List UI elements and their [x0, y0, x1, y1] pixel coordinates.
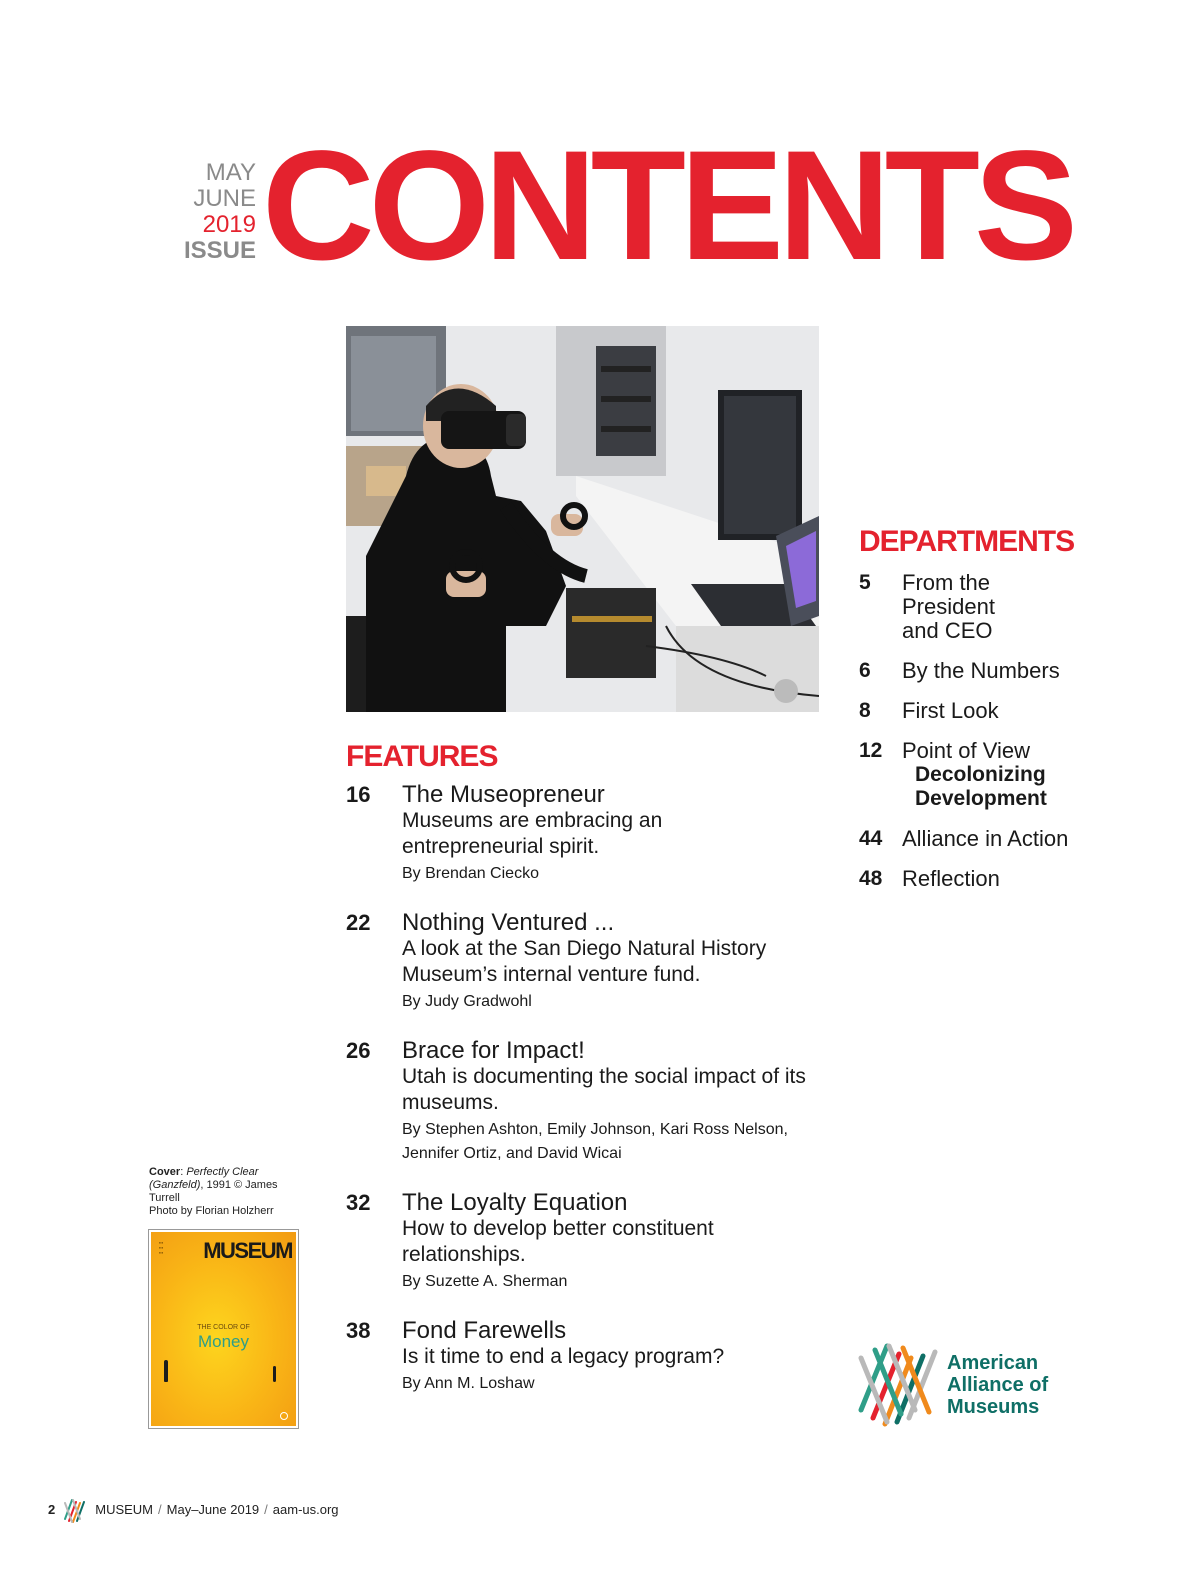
- feature-page-number: 16: [346, 782, 371, 807]
- cover-artwork-credit: , 1991 © James Turrell: [149, 1179, 278, 1204]
- footer-site-link[interactable]: aam-us.org: [272, 1502, 339, 1517]
- department-title: [902, 867, 1000, 891]
- feature-item[interactable]: [346, 1038, 806, 1166]
- vr-headset-photo: [346, 326, 819, 712]
- footer-separator: /: [158, 1502, 162, 1517]
- footer-magazine: MUSEUM: [95, 1502, 154, 1517]
- cover-caption: [149, 1166, 299, 1218]
- footer-aam-icon: [63, 1497, 89, 1523]
- department-title-line: Reflection: [902, 866, 1000, 891]
- department-subtitle-line: Development: [915, 787, 1047, 810]
- feature-byline: By Judy Gradwohl: [402, 993, 532, 1010]
- feature-byline: By Suzette A. Sherman: [402, 1273, 568, 1290]
- feature-description: How to develop better constituent relationships.: [402, 1217, 714, 1266]
- issue-date: [150, 160, 256, 264]
- feature-page-number: 38: [346, 1318, 371, 1343]
- feature-page-number: 26: [346, 1038, 371, 1063]
- cover-caption-label: Cover: [149, 1166, 181, 1178]
- footer-issue: May–June 2019: [166, 1502, 260, 1517]
- department-title-line: First Look: [902, 698, 999, 723]
- cover-caption-colon: :: [180, 1166, 187, 1178]
- department-item[interactable]: [859, 827, 1099, 851]
- cover-subtitle-small: THE COLOR OF: [197, 1324, 250, 1331]
- department-title-line: Point of View: [902, 738, 1031, 763]
- cover-artwork-title: Perfectly Clear (Ganzfeld): [149, 1166, 259, 1191]
- feature-byline: By Stephen Ashton, Emily Johnson, Kari Ross Nelson, Jennifer Ortiz, and David Wicai: [402, 1121, 788, 1162]
- department-subtitle: [915, 763, 1047, 811]
- department-page-number: 12: [859, 739, 883, 762]
- cover-figure-right: [273, 1366, 276, 1382]
- feature-description: Museums are embracing an entrepreneurial spirit.: [402, 809, 663, 858]
- feature-byline: By Brendan Ciecko: [402, 865, 539, 882]
- department-title: [902, 571, 995, 643]
- department-item[interactable]: [859, 659, 1099, 683]
- department-page-number: 5: [859, 571, 871, 594]
- feature-description: A look at the San Diego Natural History Museum’s internal venture fund.: [402, 937, 767, 986]
- cover-art: [151, 1232, 296, 1426]
- department-title-line: By the Numbers: [902, 658, 1060, 683]
- feature-title: Nothing Ventured ...: [402, 909, 615, 936]
- features-section: [346, 740, 806, 1420]
- department-item[interactable]: [859, 699, 1099, 723]
- department-page-number: 8: [859, 699, 871, 722]
- departments-heading: DEPARTMENTS: [859, 525, 1075, 558]
- department-title: [902, 699, 999, 723]
- department-subtitle-line: Decolonizing: [915, 763, 1046, 786]
- feature-item[interactable]: [346, 910, 806, 1014]
- feature-description: Is it time to end a legacy program?: [402, 1345, 725, 1368]
- issue-year: 2019: [202, 211, 256, 238]
- feature-item[interactable]: [346, 1190, 806, 1294]
- feature-title: Fond Farewells: [402, 1317, 567, 1344]
- feature-title: Brace for Impact!: [402, 1037, 585, 1064]
- feature-item[interactable]: [346, 1318, 806, 1396]
- features-heading: FEATURES: [346, 740, 498, 773]
- feature-description: Utah is documenting the social impact of its museums.: [402, 1065, 806, 1114]
- vr-photo-illustration: [346, 326, 819, 712]
- aam-logo-line: Alliance of: [947, 1374, 1049, 1396]
- department-item[interactable]: [859, 867, 1099, 891]
- cover-tiny-text: ▪▪▪ ▪▪▪ ▪▪▪: [159, 1240, 164, 1255]
- aam-logo-text: [947, 1352, 1048, 1418]
- aam-logo-line: American: [947, 1352, 1039, 1374]
- feature-item[interactable]: [346, 782, 806, 886]
- department-title: [902, 739, 1047, 763]
- aam-logo-icon: [857, 1338, 941, 1430]
- page-footer: [48, 1497, 339, 1523]
- footer-page-number: 2: [48, 1502, 56, 1517]
- department-title: [902, 827, 1068, 851]
- department-title: [902, 659, 1060, 683]
- page-title: CONTENTS: [262, 119, 1072, 293]
- department-title-line: Alliance in Action: [902, 826, 1069, 851]
- department-item[interactable]: [859, 739, 1099, 811]
- feature-title: The Museopreneur: [402, 781, 605, 808]
- cover-thumbnail[interactable]: [148, 1229, 299, 1429]
- aam-logo-line: Museums: [947, 1396, 1040, 1418]
- footer-separator: /: [264, 1502, 268, 1517]
- cover-photo-credit: Photo by Florian Holzherr: [149, 1205, 274, 1217]
- department-title-line: From the: [902, 570, 991, 595]
- issue-month-june: JUNE: [193, 185, 256, 212]
- department-title-line: President: [902, 594, 995, 619]
- department-page-number: 44: [859, 827, 883, 850]
- department-title-line: and CEO: [902, 618, 993, 643]
- feature-byline: By Ann M. Loshaw: [402, 1375, 535, 1392]
- department-item[interactable]: [859, 571, 1099, 643]
- aam-logo: [857, 1338, 1077, 1430]
- cover-masthead: MUSEUM: [203, 1238, 292, 1263]
- departments-section: [859, 525, 1099, 907]
- issue-label: ISSUE: [183, 237, 256, 264]
- feature-title: The Loyalty Equation: [402, 1189, 628, 1216]
- feature-page-number: 22: [346, 910, 371, 935]
- cover-logo-icon: [280, 1412, 288, 1420]
- department-page-number: 48: [859, 867, 883, 890]
- feature-page-number: 32: [346, 1190, 371, 1215]
- cover-figure-left: [164, 1360, 168, 1382]
- department-page-number: 6: [859, 659, 871, 682]
- issue-month-may: MAY: [205, 159, 256, 186]
- cover-subtitle-large: Money: [197, 1332, 250, 1351]
